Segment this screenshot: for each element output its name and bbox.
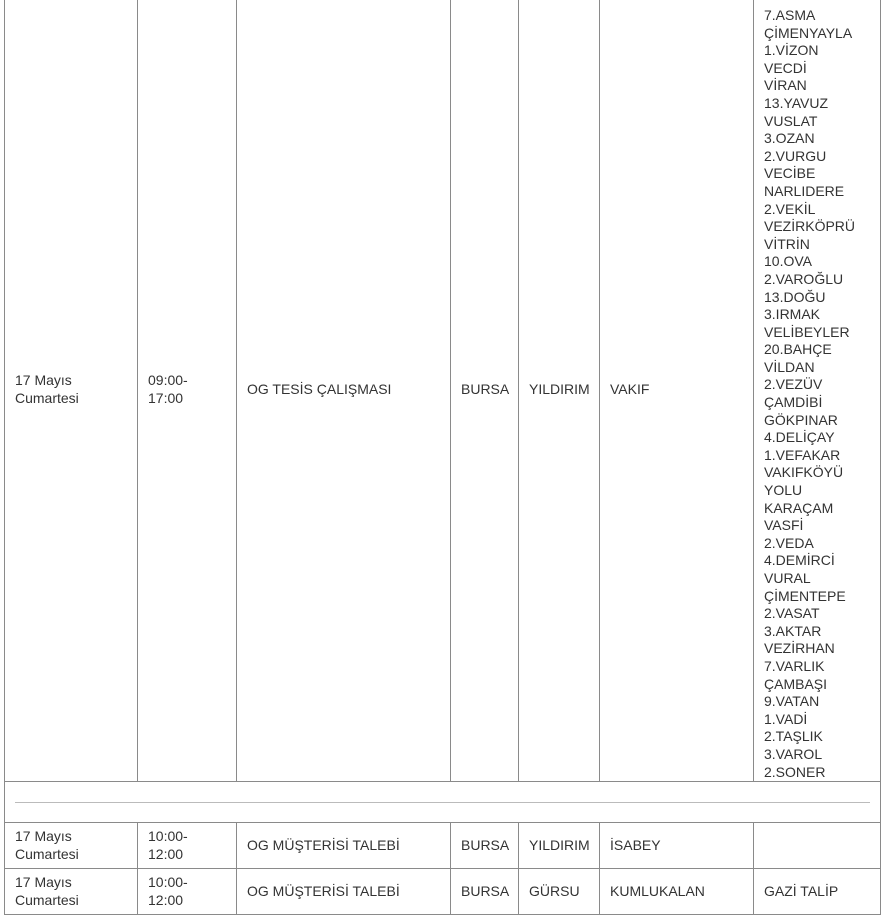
street-name: VUSLAT: [764, 112, 818, 129]
street-name: 10.OVA: [764, 253, 812, 270]
neighborhood-cell: İSABEY: [600, 823, 754, 869]
street-name: KARAÇAM: [764, 499, 834, 516]
separator-line: [15, 802, 870, 803]
street-name: VELİBEYLER: [764, 323, 850, 340]
district-cell: GÜRSU: [519, 869, 600, 915]
street-name: 2.VEKİL: [764, 200, 816, 217]
street-name: 2.TAŞLIK: [764, 728, 823, 745]
street-name: 2.VEZÜV: [764, 376, 823, 393]
street-name: 7.ASMA: [764, 7, 816, 23]
street-name: VAKIFKÖYÜ YOLU: [764, 464, 844, 499]
street-name: 3.OZAN: [764, 130, 815, 147]
work-type-cell: OG MÜŞTERİSİ TALEBİ: [237, 869, 451, 915]
street-name: VECDİ: [764, 59, 807, 76]
work-type-cell: OG MÜŞTERİSİ TALEBİ: [237, 823, 451, 869]
street-name: 1.VİZON: [764, 42, 819, 59]
street-name: 13.DOĞU: [764, 288, 826, 305]
outage-schedule-table: [4, 0, 881, 915]
street-name: GÖKPINAR: [764, 411, 838, 428]
date-cell: [5, 869, 138, 915]
street-name: 4.DEMİRCİ: [764, 552, 835, 569]
date-weekday: Cumartesi: [15, 845, 79, 862]
time-end: 12:00: [148, 845, 184, 862]
street-name: VİTRİN: [764, 235, 810, 252]
street-name: 2.VURGU: [764, 147, 827, 164]
streets-cell: GAZİ TALİP: [754, 869, 881, 915]
street-name: 4.DELİÇAY: [764, 429, 835, 446]
street-name: ÇAMBAŞI: [764, 675, 828, 692]
time-cell: [138, 0, 237, 782]
date-day: 17 Mayıs: [15, 874, 72, 891]
street-name: 2.VAROĞLU: [764, 270, 844, 287]
district-cell: YILDIRIM: [519, 0, 600, 782]
street-name: VİLDAN: [764, 358, 815, 375]
time-start: 10:00-: [148, 874, 188, 891]
street-name: 3.IRMAK: [764, 306, 821, 323]
work-type-cell: OG TESİS ÇALIŞMASI: [237, 0, 451, 782]
date-cell: [5, 823, 138, 869]
street-name: VASFİ: [764, 517, 804, 534]
street-name: ÇAMDİBİ: [764, 394, 823, 411]
table-row: [5, 0, 881, 782]
time-start: 10:00-: [148, 828, 188, 845]
street-name: 2.VEDA: [764, 534, 814, 551]
street-name: 7.VARLIK: [764, 657, 825, 674]
province-cell: BURSA: [451, 823, 519, 869]
table-row: [5, 823, 881, 869]
time-cell: [138, 823, 237, 869]
street-name: 9.VATAN: [764, 693, 820, 710]
street-name: ÇİMENYAYLA: [764, 24, 853, 41]
street-name: 20.BAHÇE: [764, 341, 832, 358]
district-cell: YILDIRIM: [519, 823, 600, 869]
street-name: 2.VASAT: [764, 605, 820, 622]
street-name: 2.SONER: [764, 763, 826, 780]
time-start: 09:00-: [148, 372, 188, 389]
street-name: 3.AKTAR: [764, 622, 822, 639]
province-cell: BURSA: [451, 869, 519, 915]
street-name: 1.VEFAKAR: [764, 446, 841, 463]
time-cell: [138, 869, 237, 915]
streets-cell: [754, 823, 881, 869]
separator-cell: [5, 782, 881, 823]
street-name: ÇİMENTEPE: [764, 587, 846, 604]
street-name: 3.VAROL: [764, 745, 823, 762]
street-name: VEZİRKÖPRÜ: [764, 218, 856, 235]
date-day: 17 Mayıs: [15, 372, 72, 389]
date-weekday: Cumartesi: [15, 390, 79, 407]
street-name: NARLIDERE: [764, 182, 845, 199]
date-weekday: Cumartesi: [15, 891, 79, 908]
street-name: 1.VADİ: [764, 710, 808, 727]
table-row: [5, 869, 881, 915]
street-name: VURAL: [764, 570, 811, 586]
street-name: VEZİRHAN: [764, 640, 835, 657]
streets-cell: [754, 0, 881, 782]
neighborhood-cell: KUMLUKALAN: [600, 869, 754, 915]
neighborhood-cell: VAKIF: [600, 0, 754, 782]
separator-row: [5, 782, 881, 823]
time-end: 17:00: [148, 390, 184, 407]
street-name: VİRAN: [764, 77, 807, 94]
street-name: VECİBE: [764, 165, 816, 182]
province-cell: BURSA: [451, 0, 519, 782]
date-day: 17 Mayıs: [15, 828, 72, 845]
date-cell: [5, 0, 138, 782]
street-name: 13.YAVUZ: [764, 94, 829, 111]
time-end: 12:00: [148, 891, 184, 908]
